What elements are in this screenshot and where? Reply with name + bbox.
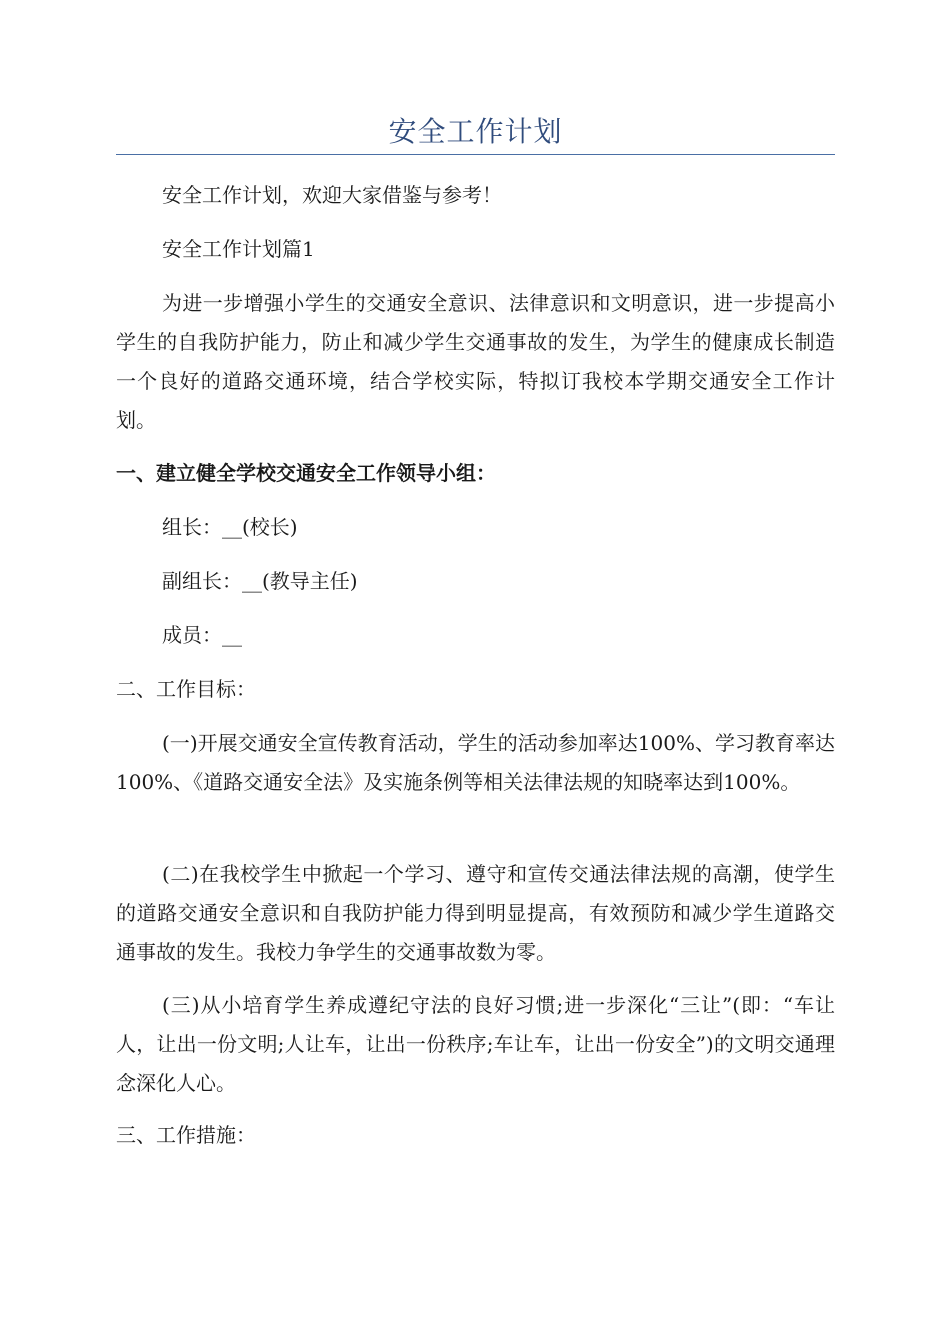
goal-item-3: (三)从小培育学生养成遵纪守法的良好习惯;进一步深化“三让”(即：“车让人，让出一份文明;人让车，让出一份秩序;车让车，让出一份安全”)的文明交通理念深化人心。 [116,993,835,1095]
members-line: 成员：__ [162,623,242,647]
goal-item-2: (二)在我校学生中掀起一个学习、遵守和宣传交通法律法规的高潮，使学生的道路交通安全意识和自我防护能力得到明显提高，有效预防和减少学生道路交通事故的发生。我校力争学生的交通事故数为零。 [116,862,835,964]
heading-work-goals: 二、工作目标： [116,677,256,701]
intro-paragraph: 安全工作计划，欢迎大家借鉴与参考！ [162,183,502,207]
goal-item-1: (一)开展交通安全宣传教育活动，学生的活动参加率达100%、学习教育率达100%、《道路交通安全法》及实施条例等相关法律法规的知晓率达到100%。 [116,731,835,794]
group-leader-line: 组长：__(校长) [162,515,298,539]
heading-leadership-group: 一、建立健全学校交通安全工作领导小组： [116,461,496,485]
deputy-leader-line: 副组长：__(教导主任) [162,569,358,593]
section-subtitle: 安全工作计划篇1 [162,237,315,261]
document-title: 安全工作计划 [388,115,563,148]
heading-work-measures: 三、工作措施： [116,1123,256,1147]
title-underline [116,154,835,155]
purpose-paragraph: 为进一步增强小学生的交通安全意识、法律意识和文明意识，进一步提高小学生的自我防护能力，防止和减少学生交通事故的发生，为学生的健康成长制造一个良好的道路交通环境，结合学校实际，特拟订我校本学期交通安全工作计划。 [116,291,835,432]
